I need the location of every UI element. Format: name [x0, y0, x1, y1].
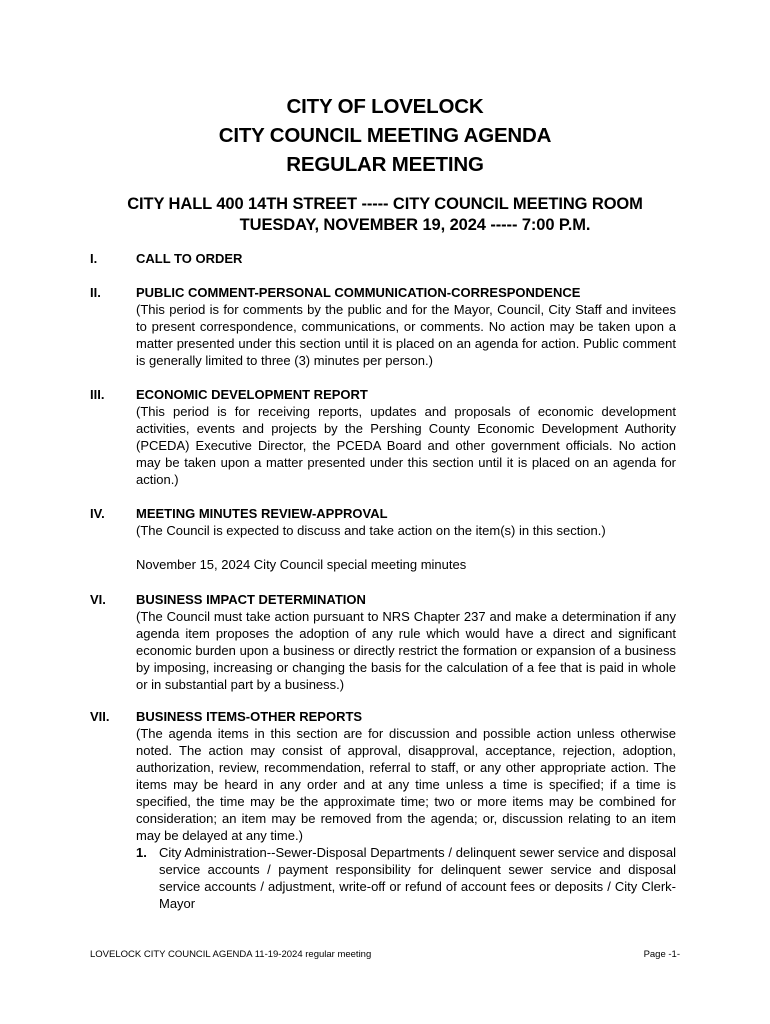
section-numeral: I. — [90, 251, 98, 266]
section-heading: BUSINESS ITEMS-OTHER REPORTS — [136, 709, 363, 724]
agenda-item — [136, 844, 676, 912]
title-meeting-type: REGULAR MEETING — [286, 153, 484, 176]
agenda-item-number: 1. — [136, 845, 147, 860]
section-heading: BUSINESS IMPACT DETERMINATION — [136, 592, 366, 607]
venue-datetime: TUESDAY, NOVEMBER 19, 2024 ----- 7:00 P.M. — [239, 216, 591, 234]
section-numeral: IV. — [90, 506, 105, 521]
minutes-item: November 15, 2024 City Council special meeting minutes — [136, 557, 467, 572]
section-numeral: III. — [90, 387, 105, 402]
venue-location: CITY HALL 400 14TH STREET ----- CITY COUNCIL MEETING ROOM — [127, 195, 643, 213]
section-heading: ECONOMIC DEVELOPMENT REPORT — [136, 387, 368, 402]
section-description: (This period is for comments by the public and for the Mayor, Council, City Staff and invitees to present correspondence, communications, or comments. No action may be taken upon a matter presented under this section until it is placed on an agenda for action. Public comment is generally limited to three (3) minutes per person.) — [136, 302, 676, 368]
footer-title: LOVELOCK CITY COUNCIL AGENDA 11-19-2024 regular meeting — [90, 949, 372, 960]
section-numeral: II. — [90, 285, 101, 300]
page-number: Page -1- — [643, 949, 680, 960]
section-heading: MEETING MINUTES REVIEW-APPROVAL — [136, 506, 388, 521]
title-agenda: CITY COUNCIL MEETING AGENDA — [218, 124, 552, 147]
section-numeral: VII. — [90, 709, 110, 724]
section-heading: CALL TO ORDER — [136, 251, 243, 266]
document-title — [0, 92, 770, 179]
section-heading: PUBLIC COMMENT-PERSONAL COMMUNICATION-CORRESPONDENCE — [136, 285, 581, 300]
title-city: CITY OF LOVELOCK — [286, 95, 484, 118]
section-description: (The Council must take action pursuant to NRS Chapter 237 and make a determination if any agenda item proposes the adoption of any rule which would have a direct and significant economic burden upon a business or directly restrict the formation or expansion of a business by imposing, increasing or changing the basis for the calculation of a fee that is paid in whole or in substantial part by a business.) — [136, 609, 676, 692]
agenda-item-text: City Administration--Sewer-Disposal Departments / delinquent sewer service and disposal service accounts / payment responsibility for delinquent sewer service and disposal service accounts / adjustment, write-off or refund of account fees or deposits / City Clerk-Mayor — [159, 845, 676, 911]
section-description: (This period is for receiving reports, updates and proposals of economic development activities, events and projects by the Pershing County Economic Development Authority (PCEDA) Executive Director, the PCEDA Board and other government officials. No action may be taken upon a matter presented under this section until it is placed on an agenda for action.) — [136, 404, 676, 487]
section-description: (The agenda items in this section are for discussion and possible action unless otherwise noted. The action may consist of approval, disapproval, acceptance, rejection, adoption, authorization, review, recommendation, referral to staff, or any other appropriate action. The items may be heard in any order and at any time unless a time is specified; if a time is specified, the time may be the approximate time; two or more items may be combined for consideration; an item may be removed from the agenda; or, discussion relating to an item may be delayed at any time.) — [136, 726, 676, 843]
section-numeral: VI. — [90, 592, 106, 607]
section-description: (The Council is expected to discuss and take action on the item(s) in this section.) — [136, 523, 606, 538]
